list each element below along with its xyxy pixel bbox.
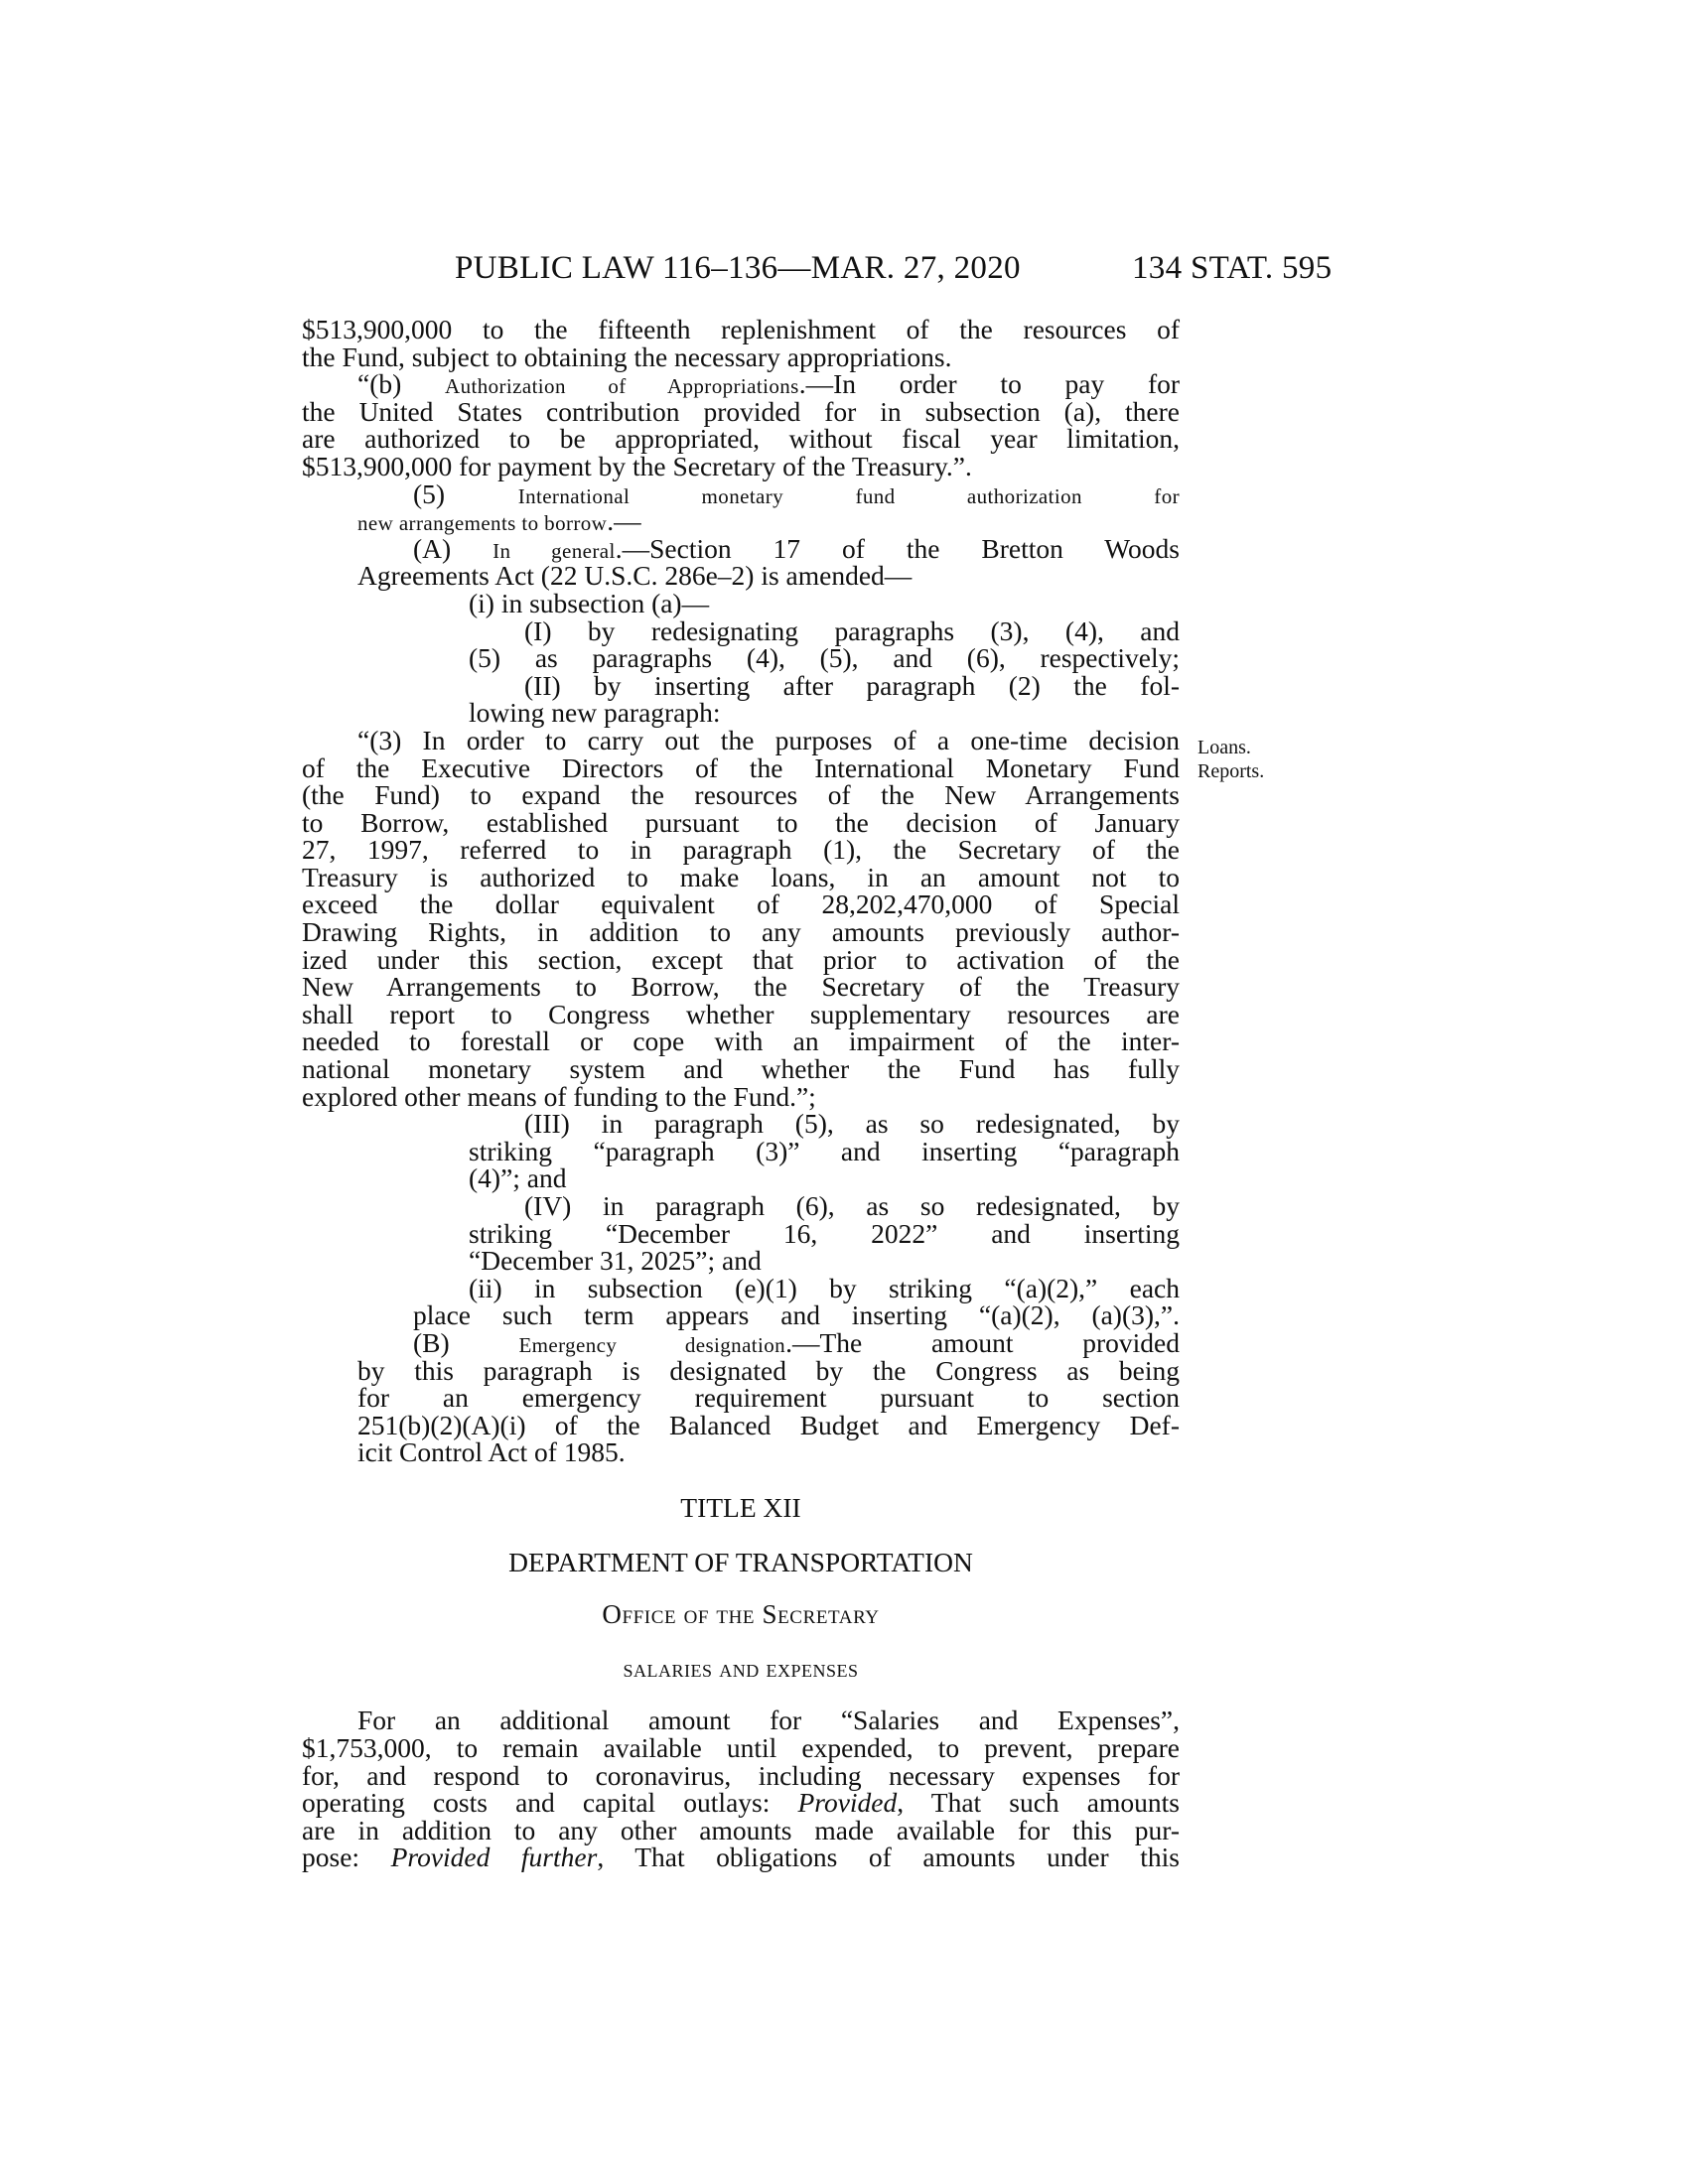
text-line: to Borrow, established pursuant to the decision of January [302, 806, 1180, 838]
text-line: are authorized to be appropriated, without fiscal year limitation, [302, 423, 1180, 455]
text-line: icit Control Act of 1985. [357, 1436, 626, 1468]
text-line: exceed the dollar equivalent of 28,202,470,000 of Special [302, 888, 1180, 920]
text-line: $513,900,000 to the fifteenth replenishment of the resources of [302, 314, 1180, 344]
text-line: ized under this section, except that prior to activation of the [302, 943, 1180, 975]
text-line: place such term appears and inserting “(a)(2), (a)(3),”. [413, 1299, 1180, 1331]
subclause-III-line: (III) in paragraph (5), as so redesignated, by [524, 1108, 1180, 1140]
text-line: New Arrangements to Borrow, the Secretary of the Treasury [302, 971, 1180, 1003]
text-line: Drawing Rights, in addition to any amounts previously author- [302, 916, 1180, 948]
text-line: by this paragraph is designated by the Congress as being [357, 1354, 1180, 1386]
text-line: Treasury is authorized to make loans, in an amount not to [302, 861, 1180, 892]
subclause-II-line: (II) by inserting after paragraph (2) the fol- [524, 669, 1180, 701]
text-line: striking “December 16, 2022” and inserting [469, 1217, 1180, 1249]
text-line: shall report to Congress whether supplementary resources are [302, 998, 1180, 1029]
margin-note-reports: Reports. [1197, 760, 1265, 782]
account-heading: salaries and expenses [623, 1655, 859, 1683]
text-line: $1,753,000, to remain available until expended, to prevent, prepare [302, 1731, 1180, 1763]
small-caps-heading: In general [492, 538, 616, 563]
running-header-title: PUBLIC LAW 116–136—MAR. 27, 2020 [455, 250, 1021, 286]
text-line: for, and respond to coronavirus, including necessary expenses for [302, 1759, 1180, 1791]
text-line: of the Executive Directors of the International Monetary Fund [302, 751, 1180, 783]
statute-body [302, 316, 1180, 1871]
margin-notes [1197, 736, 1264, 783]
text-line: 251(b)(2)(A)(i) of the Balanced Budget and Emergency Def- [357, 1409, 1180, 1440]
text-line: for an emergency requirement pursuant to section [357, 1382, 1180, 1414]
text-line: (4)”; and [469, 1162, 567, 1194]
clause-i-line: (i) in subsection (a)— [469, 587, 710, 618]
text-line: pose: Provided further, That obligations of amounts under this [302, 1842, 1180, 1873]
subparagraph-B-heading-line: (B) Emergency designation.—The amount provided [413, 1326, 1180, 1358]
text-line: striking “paragraph (3)” and inserting “paragraph [469, 1135, 1180, 1166]
text-line: the United States contribution provided for in subsection (a), there [302, 395, 1180, 427]
clause-ii-line: (ii) in subsection (e)(1) by striking “(a)(2),” each [469, 1272, 1180, 1303]
text-line: the Fund, subject to obtaining the necessary appropriations. [302, 341, 952, 372]
text-line: (the Fund) to expand the resources of the New Arrangements [302, 779, 1180, 811]
subclause-IV-line: (IV) in paragraph (6), as so redesignated, by [524, 1190, 1180, 1221]
text-line: $513,900,000 for payment by the Secretary of the Treasury.”. [302, 450, 972, 481]
small-caps-heading: new arrangements to borrow [357, 511, 608, 536]
appropriation-paragraph-line: For an additional amount for “Salaries and Expenses”, [357, 1705, 1180, 1736]
small-caps-heading: Emergency designation [518, 1332, 786, 1357]
paragraph-5-heading-cont: new arrangements to borrow.— [357, 505, 641, 537]
office-heading: Office of the Secretary [602, 1599, 880, 1630]
text-line: (5) as paragraphs (4), (5), and (6), respectively; [469, 642, 1180, 674]
page-stat-number: 134 STAT. 595 [1132, 250, 1333, 286]
text-line: are in addition to any other amounts made available for this pur- [302, 1814, 1180, 1845]
small-caps-heading: Authorization of Appropriations [445, 374, 799, 399]
text-line: explored other means of funding to the Fund.”; [302, 1080, 816, 1112]
quoted-paragraph-3-line: “(3) In order to carry out the purposes of a one-time decision [357, 724, 1180, 755]
text-line: needed to forestall or cope with an impairment of the inter- [302, 1025, 1180, 1057]
subparagraph-A-heading-line: (A) In general.—Section 17 of the Bretton Woods [413, 532, 1181, 564]
small-caps-heading: International monetary fund authorization for [517, 483, 1180, 508]
text-line: lowing new paragraph: [469, 697, 721, 729]
text-line: 27, 1997, referred to in paragraph (1), the Secretary of the [302, 834, 1180, 866]
text-line: “December 31, 2025”; and [469, 1245, 762, 1277]
title-heading: TITLE XII [680, 1491, 801, 1523]
subsection-b-heading-line: “(b) Authorization of Appropriations.—In order to pay for [357, 368, 1181, 400]
italic-proviso: Provided [797, 1787, 898, 1819]
text-line: national monetary system and whether the Fund has fully [302, 1053, 1180, 1085]
text-line: operating costs and capital outlays: Provided, That such amounts [302, 1787, 1180, 1819]
italic-proviso: Provided further [390, 1842, 598, 1873]
subclause-I-line: (I) by redesignating paragraphs (3), (4), and [524, 614, 1180, 646]
margin-note-loans: Loans. [1197, 737, 1251, 758]
department-heading: DEPARTMENT OF TRANSPORTATION [508, 1546, 973, 1577]
paragraph-5-heading-line: (5) International monetary fund authorization for [413, 478, 1180, 509]
text-line: Agreements Act (22 U.S.C. 286e–2) is amended— [357, 560, 913, 592]
